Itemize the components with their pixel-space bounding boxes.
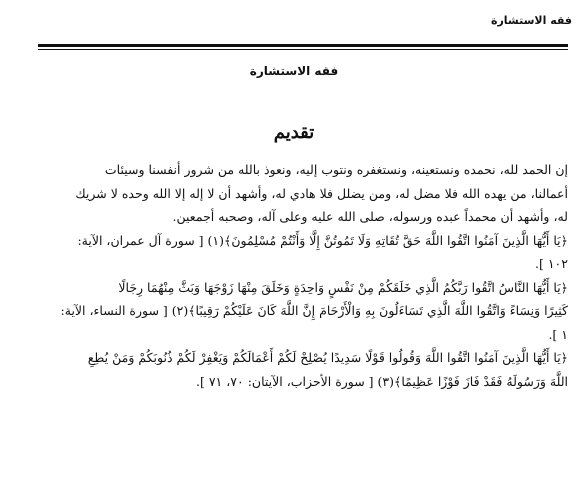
verse-line: كَثِيرًا وَنِسَاءً وَاتَّقُوا اللَّهَ الَّذِي تَسَاءَلُونَ بِهِ وَالْأَرْحَامَ إِنَّ اللَّهَ كَانَ عَلَيْكُمْ رَقِيبًا﴾(٢) [ سورة النساء، الآية:: [60, 303, 568, 318]
body-line: إن الحمد لله، نحمده ونستعينه، ونستغفره ونتوب إليه، ونعوذ بالله من شرور أنفسنا وسيئات: [104, 162, 568, 177]
verse-line: ﴿يَا أَيُّهَا النَّاسُ اتَّقُوا رَبَّكُمُ الَّذِي خَلَقَكُمْ مِنْ نَفْسٍ وَاحِدَةٍ وَخَلَقَ مِنْهَا زَوْجَهَا وَبَثَّ مِنْهُمَا رِجَالًا: [118, 279, 568, 295]
body-line: أعمالنا، من يهده الله فلا مضل له، ومن يضلل فلا هادي له، وأشهد أن لا إله إلا الله وحده لا شريك: [75, 185, 568, 201]
verse-line: اللَّهَ وَرَسُولَهُ فَقَدْ فَازَ فَوْزًا عَظِيمًا﴾(٣) [ سورة الأحزاب، الآيتان: ٧٠، ٧١ ].: [196, 373, 568, 389]
verse-line: ١ ].: [548, 326, 568, 342]
verse-line: ﴿يَا أَيُّهَا الَّذِينَ آمَنُوا اتَّقُوا اللَّهَ وَقُولُوا قَوْلًا سَدِيدًا يُصْلِحْ لَكُمْ أَعْمَالَكُمْ وَيَغْفِرْ لَكُمْ ذُنُوبَكُمْ وَمَنْ يُطِعِ: [87, 350, 568, 365]
body-line: له، وأشهد أن محمداً عبده ورسوله، صلى الله عليه وعلى آله، وصحبه أجمعين.: [172, 209, 568, 224]
header-rule-thin: [38, 49, 568, 50]
header-rule-thick: [38, 44, 568, 47]
verse-line: ١٠٢ ].: [535, 256, 568, 271]
running-header: فقه الاستشارة: [490, 14, 572, 27]
body-text: [22, 158, 568, 393]
verse-line: ﴿يَا أَيُّهَا الَّذِينَ آمَنُوا اتَّقُوا اللَّهَ حَقَّ تُقَاتِهِ وَلَا تَمُوتُنَّ إِلَّا وَأَنْتُمْ مُسْلِمُونَ﴾(١) [ سورة آل عمران، الآية:: [77, 232, 568, 248]
section-title: فقه الاستشارة: [249, 64, 339, 78]
page-heading: تقديم: [273, 122, 315, 143]
